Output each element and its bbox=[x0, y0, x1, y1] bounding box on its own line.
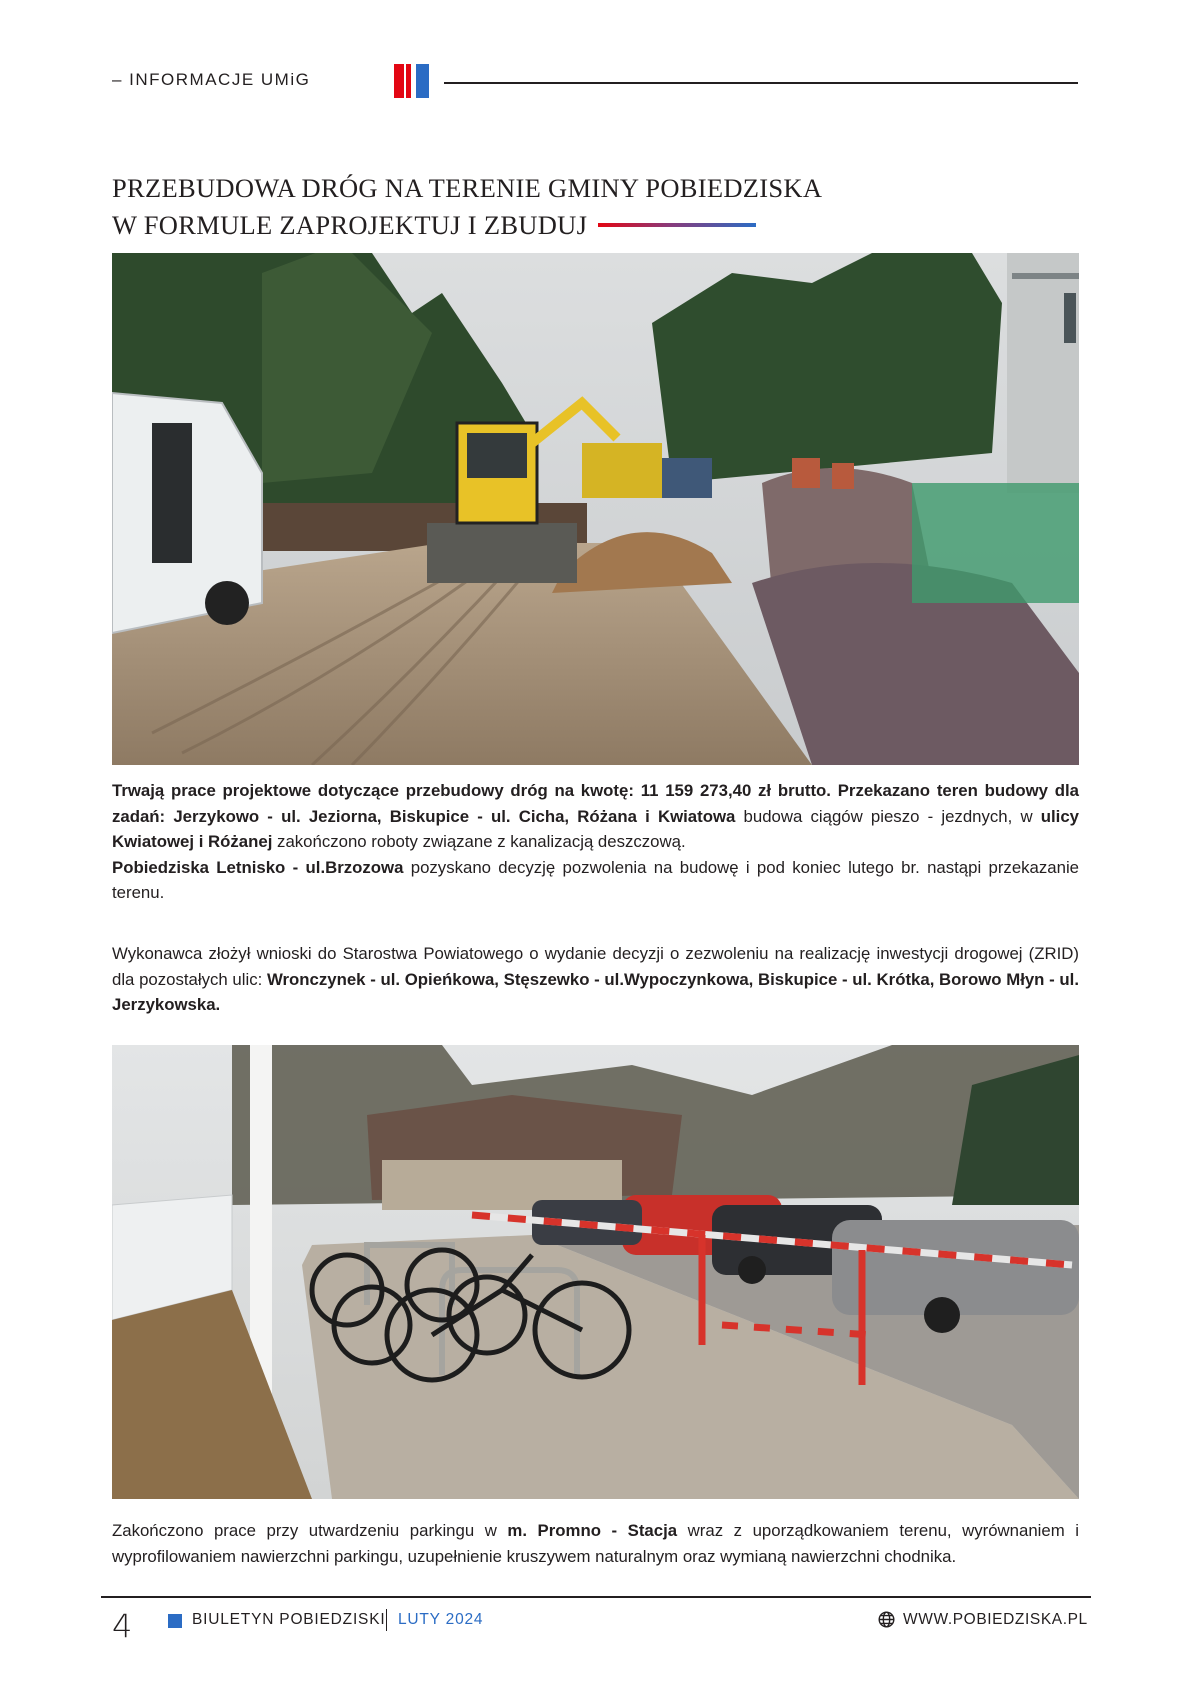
photo-road-construction bbox=[112, 253, 1079, 765]
paragraph-construction-streets: ulicy Kwiatowej i Różanej bbox=[112, 806, 1079, 851]
article-title-line1: PRZEBUDOWA DRÓG NA TERENIE GMINY POBIEDZISKA bbox=[112, 173, 823, 203]
paragraph-zrid-streets: Wronczynek - ul. Opieńkowa, Stęszewko - ul.Wypoczynkowa, Biskupice - ul. Krótka, Borowo Młyn - ul. Jerzykowska. bbox=[112, 969, 1079, 1014]
paragraph-construction-text3: pozyskano decyzję pozwolenia na budowę i pod koniec lutego br. nastąpi przekazanie terenu. bbox=[112, 857, 1080, 902]
title-underline bbox=[598, 223, 756, 227]
photo-parking-promno bbox=[112, 1045, 1079, 1499]
paragraph-parking-text2: wraz z uporządkowaniem terenu, wyrównaniem i wyprofilowaniem nawierzchni parkingu, uzupełnienie kruszywem naturalnym oraz wymianą nawierzchni chodnika. bbox=[112, 1521, 1079, 1566]
paragraph-construction-text2: zakończono roboty związane z kanalizacją deszczową. bbox=[272, 832, 686, 851]
globe-icon bbox=[878, 1611, 895, 1628]
paragraph-parking-location: m. Promno - Stacja bbox=[507, 1521, 678, 1540]
footer-website-link[interactable]: WWW.POBIEDZISKA.PL bbox=[903, 1611, 1088, 1628]
header-divider bbox=[444, 82, 1078, 84]
paragraph-construction bbox=[112, 778, 1079, 906]
paragraph-construction-location: Pobiedziska Letnisko - ul.Brzozowa bbox=[112, 857, 404, 877]
paragraph-zrid bbox=[112, 941, 1079, 1018]
article-title-line2: W FORMULE ZAPROJEKTUJ I ZBUDUJ bbox=[112, 210, 588, 240]
paragraph-parking bbox=[112, 1518, 1079, 1569]
footer-divider bbox=[101, 1596, 1091, 1598]
paragraph-construction-text1: budowa ciągów pieszo - jezdnych, w bbox=[735, 806, 1041, 826]
flag-icon bbox=[394, 64, 429, 98]
article-title bbox=[112, 170, 912, 244]
footer-date: LUTY 2024 bbox=[398, 1611, 484, 1628]
footer-separator bbox=[386, 1609, 387, 1631]
page-number: 4 bbox=[112, 1607, 133, 1645]
paragraph-construction-lead: Trwają prace projektowe dotyczące przebudowy dróg na kwotę: 11 159 273,40 zł brutto. Przekazano teren budowy dla zadań: Jerzykowo - ul. Jeziorna, Biskupice - ul. Cicha, Różana i Kwiatowa bbox=[112, 781, 1079, 826]
section-label: – INFORMACJE UMiG bbox=[112, 70, 311, 89]
footer-publication: BIULETYN POBIEDZISKI bbox=[192, 1611, 386, 1628]
paragraph-zrid-text: Wykonawca złożył wnioski do Starostwa Powiatowego o wydanie decyzji o zezwoleniu na realizację inwestycji drogowej (ZRID) dla pozostałych ulic: bbox=[112, 944, 1079, 989]
footer-square-icon bbox=[168, 1614, 182, 1628]
paragraph-parking-text1: Zakończono prace przy utwardzeniu parkingu w bbox=[112, 1521, 508, 1540]
